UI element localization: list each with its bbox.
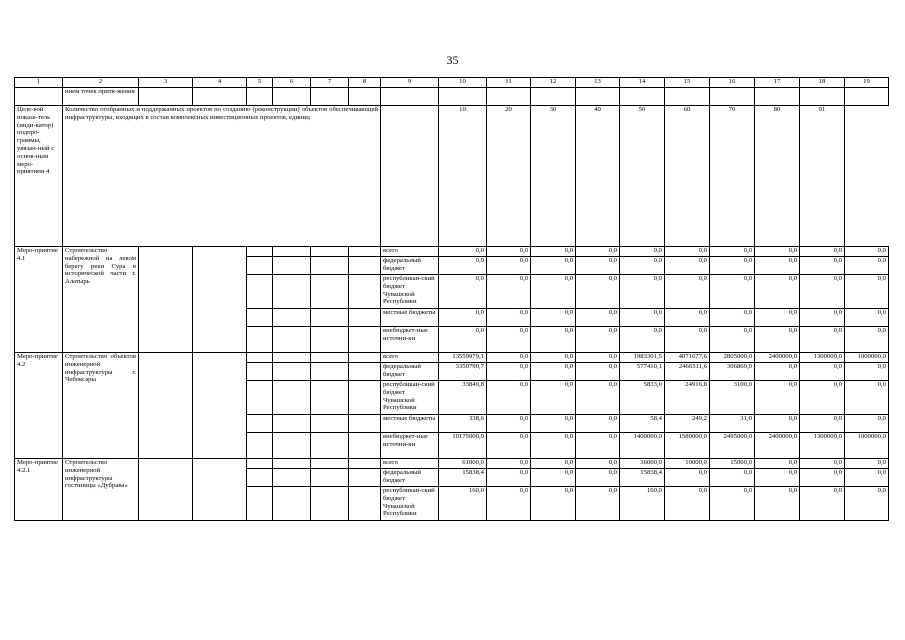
funding-source: местные бюджеты bbox=[381, 415, 439, 433]
column-header: 9 bbox=[381, 78, 439, 88]
continuation-text: нием точек притя-жения bbox=[63, 88, 139, 106]
amount-cell: 0,0 bbox=[665, 487, 710, 521]
indicator-value: 80 bbox=[755, 106, 800, 247]
amount-cell: 0,0 bbox=[755, 381, 800, 415]
indicator-value: 70 bbox=[710, 106, 755, 247]
amount-cell: 0,0 bbox=[710, 309, 755, 327]
table-cell bbox=[247, 487, 273, 521]
table-cell bbox=[247, 459, 273, 469]
amount-cell: 0,0 bbox=[531, 363, 576, 381]
amount-cell: 0,0 bbox=[845, 275, 889, 309]
table-cell bbox=[311, 275, 349, 309]
table-cell bbox=[247, 353, 273, 363]
indicator-text: Количество отобранных и поддержанных проектов по созданию (реконструкции) объектов обеспечивающей инфраструктуры, входящих в состав комплексных инвестиционных проектов, единиц bbox=[63, 106, 381, 247]
column-header: 6 bbox=[273, 78, 311, 88]
amount-cell: 0,0 bbox=[576, 469, 620, 487]
amount-cell: 0,0 bbox=[487, 415, 531, 433]
table-cell bbox=[349, 88, 381, 106]
table-cell bbox=[311, 88, 349, 106]
table-cell bbox=[247, 247, 273, 257]
table-cell bbox=[845, 88, 889, 106]
amount-cell: 0,0 bbox=[576, 381, 620, 415]
amount-cell: 0,0 bbox=[531, 459, 576, 469]
table-row bbox=[15, 459, 889, 469]
amount-cell: 0,0 bbox=[576, 247, 620, 257]
page-number: 35 bbox=[446, 53, 459, 67]
amount-cell: 0,0 bbox=[487, 275, 531, 309]
amount-cell: 0,0 bbox=[620, 275, 665, 309]
funding-source: местные бюджеты bbox=[381, 309, 439, 327]
indicator-value: 60 bbox=[665, 106, 710, 247]
table-cell bbox=[247, 275, 273, 309]
column-header: 2 bbox=[63, 78, 139, 88]
amount-cell: 0,0 bbox=[487, 327, 531, 353]
table-cell bbox=[710, 88, 755, 106]
table-cell bbox=[349, 381, 381, 415]
amount-cell: 0,0 bbox=[576, 327, 620, 353]
table-cell bbox=[273, 363, 311, 381]
amount-cell: 160,0 bbox=[439, 487, 487, 521]
amount-cell: 0,0 bbox=[845, 363, 889, 381]
amount-cell: 10175000,0 bbox=[439, 433, 487, 459]
table-cell bbox=[311, 327, 349, 353]
amount-cell: 0,0 bbox=[755, 415, 800, 433]
amount-cell: 1300000,0 bbox=[800, 433, 845, 459]
amount-cell: 0,0 bbox=[531, 381, 576, 415]
table-cell bbox=[193, 247, 247, 353]
funding-source: федеральный бюджет bbox=[381, 257, 439, 275]
amount-cell: 0,0 bbox=[665, 257, 710, 275]
amount-cell: 0,0 bbox=[755, 247, 800, 257]
indicator-value: 20 bbox=[487, 106, 531, 247]
table-cell bbox=[247, 327, 273, 353]
measure-code: Меро-приятие 4.1 bbox=[15, 247, 63, 353]
amount-cell: 0,0 bbox=[755, 363, 800, 381]
table-cell bbox=[193, 459, 247, 521]
table-cell bbox=[755, 88, 800, 106]
table-cell bbox=[311, 469, 349, 487]
table-cell bbox=[193, 353, 247, 459]
amount-cell: 0,0 bbox=[531, 327, 576, 353]
funding-source: федеральный бюджет bbox=[381, 469, 439, 487]
indicator-value: 30 bbox=[531, 106, 576, 247]
amount-cell: 0,0 bbox=[576, 363, 620, 381]
header-row bbox=[15, 78, 889, 88]
amount-cell: 0,0 bbox=[576, 433, 620, 459]
amount-cell: 2400000,0 bbox=[755, 433, 800, 459]
amount-cell: 0,0 bbox=[845, 309, 889, 327]
table-cell bbox=[139, 353, 193, 459]
indicator-value: 91 bbox=[800, 106, 845, 247]
amount-cell: 0,0 bbox=[531, 309, 576, 327]
table-cell bbox=[349, 459, 381, 469]
column-header: 5 bbox=[247, 78, 273, 88]
amount-cell: 15000,0 bbox=[710, 459, 755, 469]
table-cell bbox=[311, 257, 349, 275]
amount-cell: 0,0 bbox=[487, 309, 531, 327]
column-header: 14 bbox=[620, 78, 665, 88]
amount-cell: 0,0 bbox=[531, 247, 576, 257]
amount-cell: 0,0 bbox=[531, 415, 576, 433]
table-cell bbox=[531, 88, 576, 106]
table-cell bbox=[247, 363, 273, 381]
table-cell bbox=[273, 309, 311, 327]
amount-cell: 0,0 bbox=[665, 469, 710, 487]
amount-cell: 0,0 bbox=[755, 257, 800, 275]
funding-source: внебюджет-ные источни-ки bbox=[381, 433, 439, 459]
amount-cell: 5833,0 bbox=[620, 381, 665, 415]
amount-cell: 2495000,0 bbox=[710, 433, 755, 459]
amount-cell: 0,0 bbox=[800, 415, 845, 433]
table-cell bbox=[800, 88, 845, 106]
indicator-value: 50 bbox=[620, 106, 665, 247]
amount-cell: 0,0 bbox=[755, 469, 800, 487]
amount-cell: 0,0 bbox=[800, 363, 845, 381]
amount-cell: 249,2 bbox=[665, 415, 710, 433]
goal-indicator-row bbox=[15, 106, 889, 247]
amount-cell: 1983301,5 bbox=[620, 353, 665, 363]
table-cell bbox=[247, 88, 273, 106]
table-row bbox=[15, 247, 889, 257]
table-cell bbox=[349, 433, 381, 459]
amount-cell: 0,0 bbox=[665, 327, 710, 353]
amount-cell: 0,0 bbox=[531, 275, 576, 309]
column-header: 18 bbox=[800, 78, 845, 88]
table-cell bbox=[349, 247, 381, 257]
amount-cell: 0,0 bbox=[576, 275, 620, 309]
amount-cell: 0,0 bbox=[487, 487, 531, 521]
table-cell bbox=[273, 247, 311, 257]
amount-cell: 4071677,6 bbox=[665, 353, 710, 363]
table-cell bbox=[273, 88, 311, 106]
table-cell bbox=[193, 88, 247, 106]
amount-cell: 0,0 bbox=[576, 415, 620, 433]
table-cell bbox=[273, 487, 311, 521]
amount-cell: 0,0 bbox=[531, 353, 576, 363]
amount-cell: 1580000,0 bbox=[665, 433, 710, 459]
table-cell bbox=[487, 88, 531, 106]
amount-cell: 0,0 bbox=[800, 309, 845, 327]
table-cell bbox=[139, 459, 193, 521]
table-cell bbox=[273, 327, 311, 353]
column-header: 4 bbox=[193, 78, 247, 88]
amount-cell: 0,0 bbox=[845, 415, 889, 433]
program-table bbox=[14, 77, 889, 521]
amount-cell: 0,0 bbox=[710, 257, 755, 275]
amount-cell: 306869,0 bbox=[710, 363, 755, 381]
continuation-row bbox=[15, 88, 889, 106]
table-cell bbox=[273, 415, 311, 433]
table-cell bbox=[15, 88, 63, 106]
funding-source: всего bbox=[381, 459, 439, 469]
funding-source: республикан-ский бюджет Чувашской Республики bbox=[381, 381, 439, 415]
table-cell bbox=[349, 363, 381, 381]
table-cell bbox=[273, 433, 311, 459]
column-header: 1 bbox=[15, 78, 63, 88]
table-cell bbox=[311, 459, 349, 469]
table-cell bbox=[273, 469, 311, 487]
amount-cell: 0,0 bbox=[755, 309, 800, 327]
amount-cell: 0,0 bbox=[755, 487, 800, 521]
amount-cell: 0,0 bbox=[755, 327, 800, 353]
measure-name: Строительство набережной на левом берегу реки Сура в исторической части г. Алатырь bbox=[63, 247, 139, 353]
amount-cell: 0,0 bbox=[487, 469, 531, 487]
amount-cell: 33849,8 bbox=[439, 381, 487, 415]
table-cell bbox=[349, 309, 381, 327]
amount-cell: 3350790,7 bbox=[439, 363, 487, 381]
amount-cell: 0,0 bbox=[710, 327, 755, 353]
amount-cell: 0,0 bbox=[487, 459, 531, 469]
amount-cell: 0,0 bbox=[755, 275, 800, 309]
amount-cell: 0,0 bbox=[576, 309, 620, 327]
measure-code: Меро-приятие 4.2 bbox=[15, 353, 63, 459]
indicator-value: 40 bbox=[576, 106, 620, 247]
amount-cell: 31,0 bbox=[710, 415, 755, 433]
amount-cell: 0,0 bbox=[800, 275, 845, 309]
table-cell bbox=[311, 487, 349, 521]
amount-cell: 0,0 bbox=[487, 257, 531, 275]
table-cell bbox=[349, 353, 381, 363]
funding-source: республикан-ский бюджет Чувашской Республики bbox=[381, 275, 439, 309]
amount-cell: 0,0 bbox=[710, 247, 755, 257]
amount-cell: 577410,1 bbox=[620, 363, 665, 381]
amount-cell: 0,0 bbox=[439, 275, 487, 309]
amount-cell: 0,0 bbox=[845, 459, 889, 469]
amount-cell: 0,0 bbox=[845, 487, 889, 521]
table-cell bbox=[349, 257, 381, 275]
table-cell bbox=[381, 106, 439, 247]
amount-cell: 0,0 bbox=[487, 363, 531, 381]
table-cell bbox=[665, 88, 710, 106]
funding-source: республикан-ский бюджет Чувашской Республики bbox=[381, 487, 439, 521]
amount-cell: 0,0 bbox=[800, 381, 845, 415]
table-cell bbox=[349, 327, 381, 353]
amount-cell: 338,6 bbox=[439, 415, 487, 433]
amount-cell: 24916,8 bbox=[665, 381, 710, 415]
amount-cell: 0,0 bbox=[755, 459, 800, 469]
indicator-label: Целе-вой показа-тель (инди-катор) подпро-граммы, увязан-ный с основ-ным меро-приятием 4 bbox=[15, 106, 63, 247]
amount-cell: 0,0 bbox=[800, 459, 845, 469]
measure-code: Меро-приятие 4.2.1 bbox=[15, 459, 63, 521]
column-header: 3 bbox=[139, 78, 193, 88]
amount-cell: 0,0 bbox=[800, 487, 845, 521]
funding-source: федеральный бюджет bbox=[381, 363, 439, 381]
amount-cell: 0,0 bbox=[845, 469, 889, 487]
indicator-value: 10 bbox=[439, 106, 487, 247]
amount-cell: 0,0 bbox=[439, 247, 487, 257]
amount-cell: 160,0 bbox=[620, 487, 665, 521]
table-cell bbox=[247, 381, 273, 415]
amount-cell: 0,0 bbox=[620, 247, 665, 257]
column-header: 10 bbox=[439, 78, 487, 88]
amount-cell: 0,0 bbox=[845, 327, 889, 353]
measure-name: Строительство объектов инженерной инфраструктуры г. Чебоксары bbox=[63, 353, 139, 459]
amount-cell: 58,4 bbox=[620, 415, 665, 433]
amount-cell: 0,0 bbox=[710, 469, 755, 487]
column-header: 16 bbox=[710, 78, 755, 88]
amount-cell: 0,0 bbox=[487, 247, 531, 257]
amount-cell: 0,0 bbox=[620, 257, 665, 275]
table-cell bbox=[439, 88, 487, 106]
amount-cell: 10000,0 bbox=[665, 459, 710, 469]
table-cell bbox=[311, 415, 349, 433]
amount-cell: 0,0 bbox=[531, 469, 576, 487]
column-header: 19 bbox=[845, 78, 889, 88]
amount-cell: 0,0 bbox=[665, 247, 710, 257]
amount-cell: 0,0 bbox=[487, 381, 531, 415]
column-header: 8 bbox=[349, 78, 381, 88]
amount-cell: 0,0 bbox=[576, 487, 620, 521]
column-header: 7 bbox=[311, 78, 349, 88]
amount-cell: 3100,0 bbox=[710, 381, 755, 415]
table-cell bbox=[247, 433, 273, 459]
amount-cell: 0,0 bbox=[665, 309, 710, 327]
amount-cell: 0,0 bbox=[576, 257, 620, 275]
amount-cell: 1000000,0 bbox=[845, 433, 889, 459]
table-cell bbox=[273, 275, 311, 309]
amount-cell: 1400000,0 bbox=[620, 433, 665, 459]
amount-cell: 0,0 bbox=[845, 257, 889, 275]
table-cell bbox=[311, 363, 349, 381]
table-cell bbox=[311, 381, 349, 415]
column-header: 13 bbox=[576, 78, 620, 88]
amount-cell: 0,0 bbox=[439, 327, 487, 353]
table-cell bbox=[139, 88, 193, 106]
amount-cell: 0,0 bbox=[665, 275, 710, 309]
column-header: 15 bbox=[665, 78, 710, 88]
table-cell bbox=[311, 309, 349, 327]
table-cell bbox=[349, 469, 381, 487]
funding-source: всего bbox=[381, 353, 439, 363]
amount-cell: 0,0 bbox=[620, 327, 665, 353]
amount-cell: 0,0 bbox=[845, 381, 889, 415]
table-cell bbox=[311, 433, 349, 459]
column-header: 12 bbox=[531, 78, 576, 88]
amount-cell: 61000,0 bbox=[439, 459, 487, 469]
amount-cell: 0,0 bbox=[487, 433, 531, 459]
amount-cell: 0,0 bbox=[439, 309, 487, 327]
table-cell bbox=[576, 88, 620, 106]
table-cell bbox=[311, 353, 349, 363]
amount-cell: 2400000,0 bbox=[755, 353, 800, 363]
amount-cell: 1000000,0 bbox=[845, 353, 889, 363]
amount-cell: 0,0 bbox=[531, 257, 576, 275]
table-cell bbox=[349, 487, 381, 521]
amount-cell: 0,0 bbox=[531, 433, 576, 459]
amount-cell: 0,0 bbox=[439, 257, 487, 275]
amount-cell: 0,0 bbox=[845, 247, 889, 257]
table-cell bbox=[247, 415, 273, 433]
table-cell bbox=[349, 275, 381, 309]
amount-cell: 0,0 bbox=[576, 353, 620, 363]
table-cell bbox=[247, 257, 273, 275]
amount-cell: 1300000,0 bbox=[800, 353, 845, 363]
table-cell bbox=[273, 257, 311, 275]
amount-cell: 0,0 bbox=[710, 275, 755, 309]
amount-cell: 2466511,6 bbox=[665, 363, 710, 381]
table-cell bbox=[247, 309, 273, 327]
amount-cell: 36000,0 bbox=[620, 459, 665, 469]
table-row bbox=[15, 353, 889, 363]
table-cell bbox=[349, 415, 381, 433]
table-cell bbox=[247, 469, 273, 487]
amount-cell: 0,0 bbox=[576, 459, 620, 469]
funding-source: всего bbox=[381, 247, 439, 257]
amount-cell: 0,0 bbox=[620, 309, 665, 327]
table-cell bbox=[273, 459, 311, 469]
amount-cell: 13559979,1 bbox=[439, 353, 487, 363]
table-cell bbox=[273, 353, 311, 363]
table-cell bbox=[381, 88, 439, 106]
table-cell bbox=[311, 247, 349, 257]
column-header: 17 bbox=[755, 78, 800, 88]
column-header: 11 bbox=[487, 78, 531, 88]
amount-cell: 15838,4 bbox=[620, 469, 665, 487]
table-cell bbox=[620, 88, 665, 106]
table-cell bbox=[273, 381, 311, 415]
amount-cell: 0,0 bbox=[800, 469, 845, 487]
amount-cell: 0,0 bbox=[487, 353, 531, 363]
amount-cell: 0,0 bbox=[800, 247, 845, 257]
amount-cell: 0,0 bbox=[800, 257, 845, 275]
amount-cell: 0,0 bbox=[800, 327, 845, 353]
amount-cell: 0,0 bbox=[531, 487, 576, 521]
amount-cell: 15838,4 bbox=[439, 469, 487, 487]
funding-source: внебюджет-ные источни-ки bbox=[381, 327, 439, 353]
amount-cell: 2805000,0 bbox=[710, 353, 755, 363]
table-cell bbox=[139, 247, 193, 353]
amount-cell: 0,0 bbox=[710, 487, 755, 521]
measure-name: Строительство инженерной инфраструктуры гостиницы «Дубрава» bbox=[63, 459, 139, 521]
